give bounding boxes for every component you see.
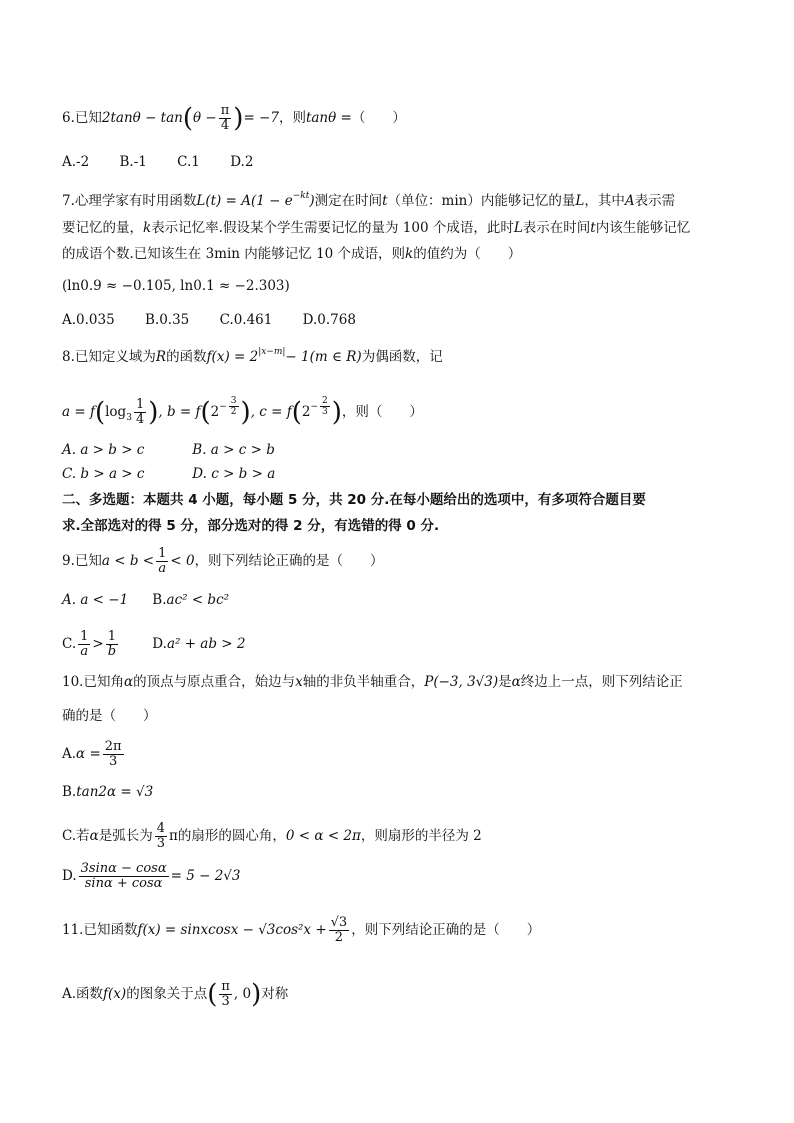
q6-option-c: C.1: [177, 154, 200, 170]
q6-paren-left: (: [182, 103, 193, 134]
q9-options-row-2: [62, 630, 734, 659]
section-2-heading-line-1: 二、多选题：本题共 4 小题，每小题 5 分，共 20 分.在每小题给出的选项中，有多项符合题目要: [62, 492, 646, 508]
q10-option-c: C.若α是弧长为 $\frac{4}{3}$ π的扇形的圆心角，0 < α < 2π，则扇形的半径为 2: [62, 821, 482, 851]
q8-fraction-quarter: $\frac{1}{4}$: [135, 397, 145, 427]
q8-line-2: $a = f(\log_3$ $\frac{1}{4}$ ), $b = f(2^{- \frac{3}{2}}$ ), $c = f(2^{- \frac{2}{3}}$ )，则（ ）: [62, 396, 423, 428]
q6-expr-b: = −7: [243, 110, 279, 126]
q6-expr-a: 2tanθ − tan: [101, 110, 183, 126]
q7-line-3: 的成语个数.已知该生在 3min 内能够记忆 10 个成语，则k的值约为（ ）: [62, 246, 522, 262]
q8-exp-b: $\frac{3}{2}$: [230, 396, 237, 417]
q7-options: [62, 310, 734, 330]
q9-option-b: B.ac² < bc²: [152, 592, 230, 608]
q11-option-a: A.函数f(x)的图象关于点( $\frac{\pi}{3}$ , 0)对称: [62, 979, 289, 1010]
q8-options-row-2: [62, 464, 734, 484]
q10-option-b: B.tan2α = √3: [62, 784, 154, 800]
q8-option-d: D. c > b > a: [192, 466, 276, 482]
q9-options-row-1: [62, 590, 734, 610]
q7-option-b: B.0.35: [145, 312, 190, 328]
q8-option-a: A. a > b > c: [62, 442, 145, 458]
q7-option-d: D.0.768: [302, 312, 356, 328]
q9-stem: 9.已知a < b < $\frac{1}{a}$ < 0，则下列结论正确的是（ ）: [62, 546, 384, 576]
q6-option-a: A.-2: [62, 154, 90, 170]
q6-option-d: D.2: [230, 154, 254, 170]
q8-exp-c: $\frac{2}{3}$: [322, 396, 328, 417]
q6-expr-inner: θ −: [193, 110, 217, 126]
q10-point: P(−3, 3√3): [424, 674, 499, 690]
q10-option-a: A.α = $\frac{2\pi}{3}$: [62, 739, 122, 769]
q7-formula: L(t) = A(1 − e: [196, 193, 293, 209]
q9-option-c: C. $\frac{1}{a}$ > $\frac{1}{b}$: [62, 629, 117, 659]
q8-line-1: 8.已知定义域为R的函数$f(x) = 2^{|x-m|}- 1(m$ ∈ R)为偶函数，记: [62, 347, 443, 365]
q10-line-1: 10.已知角α的顶点与原点重合，始边与x轴的非负半轴重合，P(−3, 3√3)是α终边上一点，则下列结论正: [62, 674, 683, 690]
q6-fraction: $\frac{\pi}{4}$: [220, 103, 230, 133]
q6-stem: 6.已知2tanθ − tan(θ − $\frac{\pi}{4}$ )= −7，则tanθ =（ ）: [62, 103, 406, 134]
q6-paren-right: ): [233, 103, 244, 134]
q8-option-c: C. b > a > c: [62, 466, 145, 482]
q7-hint: (ln0.9 ≈ −0.105, ln0.1 ≈ −2.303): [62, 278, 290, 294]
q10-line-2: 确的是（ ）: [62, 708, 157, 724]
q10-option-d: D. $\frac{3\sin\alpha - \cos\alpha}{\sin\alpha + \cos\alpha}$ = 5 − 2√3: [62, 861, 241, 891]
q8-option-b: B. a > c > b: [192, 442, 275, 458]
q9-fraction: $\frac{1}{a}$: [158, 546, 167, 576]
q6-prefix: 6.已知: [62, 110, 102, 126]
q11-stem: 11.已知函数f(x) = sinxcosx − √3cos²x + $\frac{√3}{2}$ ，则下列结论正确的是（ ）: [62, 915, 541, 945]
section-2-heading-line-2: 求.全部选对的得 5 分，部分选对的得 2 分，有选错的得 0 分.: [62, 518, 440, 534]
q9-option-a: A. a < −1: [62, 592, 129, 608]
q9-option-d: D.a² + ab > 2: [152, 636, 246, 652]
q7-option-a: A.0.035: [62, 312, 115, 328]
q7-line-1: 7.心理学家有时用函数$L(t) = A(1 - e^{-kt})$测定在时间t（单位：min）内能够记忆的量L，其中A表示需: [62, 191, 676, 209]
q7-line-2: 要记忆的量，k表示记忆率.假设某个学生需要记忆的量为 100 个成语，此时L表示在时间t内该生能够记忆: [62, 220, 691, 236]
q6-option-b: B.-1: [119, 154, 147, 170]
q7-option-c: C.0.461: [219, 312, 273, 328]
q8-options-row-1: [62, 440, 734, 460]
q6-options: [62, 152, 734, 172]
q6-expr-c: tanθ =: [305, 110, 352, 126]
